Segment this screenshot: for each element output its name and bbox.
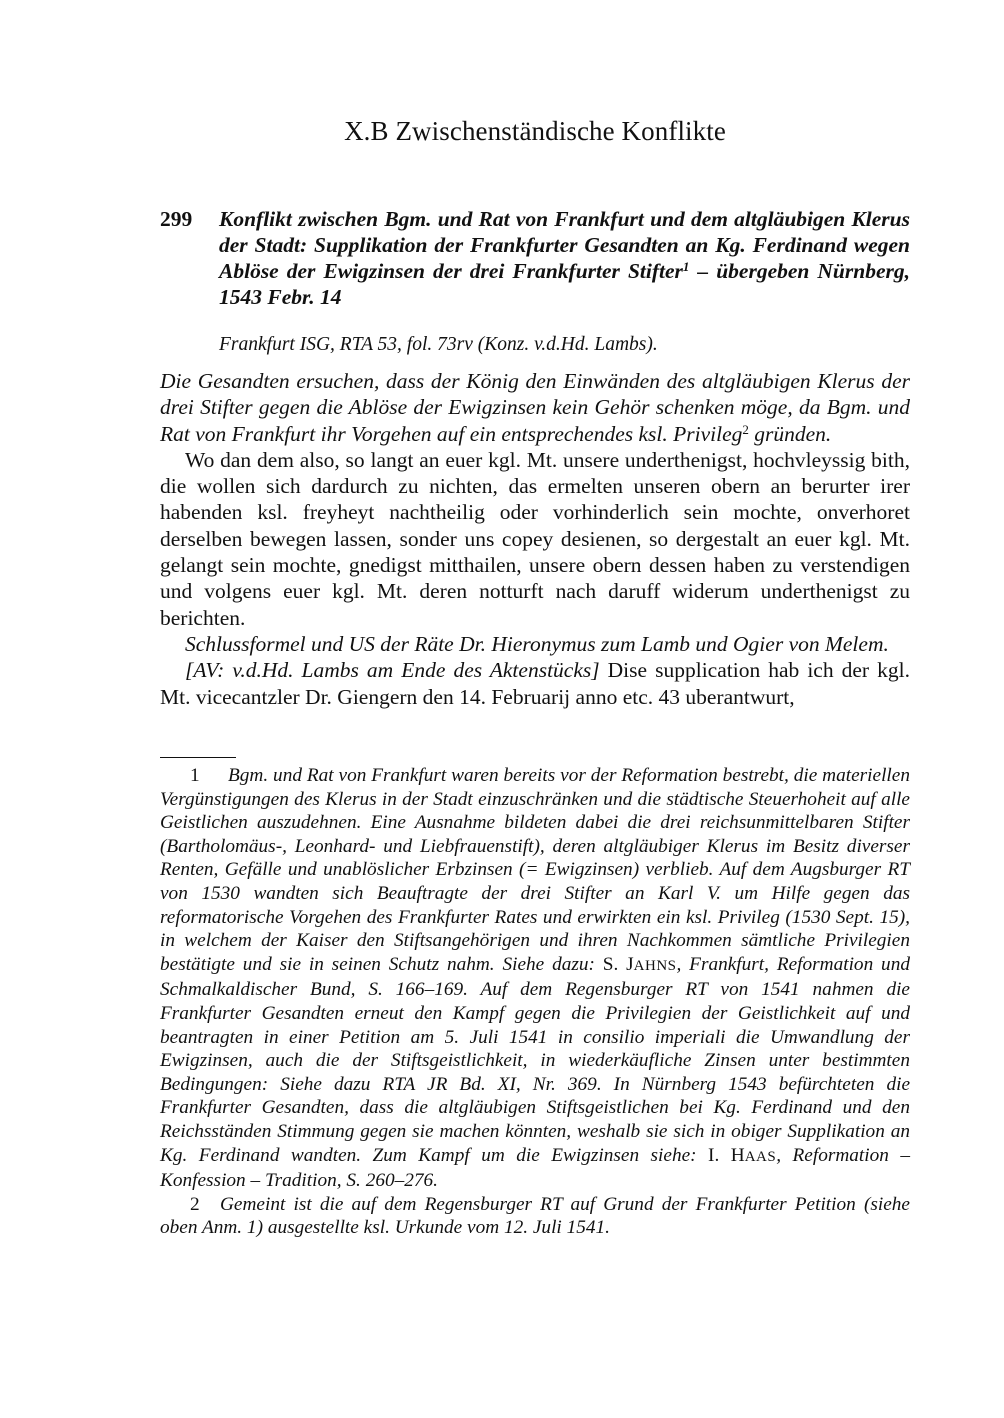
document-title <box>219 206 910 310</box>
closing-formula: Schlussformel und US der Räte Dr. Hieronymus zum Lamb und Ogier von Melem. <box>185 631 889 656</box>
footnote-text: Bgm. und Rat von Frankfurt waren bereits vor der Reformation bestrebt, die materiellen Vergünstigungen des Klerus in der Stadt einzuschränken und die städtische Steuerhoheit auf alle Geistlichen auszudehnen. Eine Ausnahme bildeten dabei die drei reichsunmittelbaren Stifter (Bartholomäus-, Leonhard- und Liebfrauenstift), deren altgläubiger Klerus im Besitz diverser Renten, Gefälle und unablöslicher Erbzinsen (= Ewigzinsen) verblieb. Auf dem Augsburger RT von 1530 wandten sich Beauftragte der drei Stifter an Karl V. um Hilfe gegen das reformatorische Vorgehen des Frankfurter Rates und erwirkten ein ksl. Privileg (1530 Sept. 15), in welchem der Kaiser den Stiftsangehörigen und ihren Nachkommen sämtliche Privilegien bestätigte und sie in seinen Schutz nahm. Siehe dazu: <box>160 765 910 975</box>
author-name-rest: AHNS <box>633 957 677 974</box>
document-body <box>160 368 910 710</box>
footnote-mark: 1 <box>190 765 200 786</box>
author-name-first: J <box>626 953 634 975</box>
footnote-mark: 2 <box>190 1193 200 1215</box>
footnote-ref-2[interactable]: 2 <box>742 421 749 437</box>
footnote-text: , Reformation – Konfession – Tradition, S. 260–276. <box>160 1144 911 1192</box>
author-initial: I. <box>708 1144 731 1166</box>
document-number: 299 <box>160 207 193 231</box>
author-name-first: H <box>730 1144 745 1166</box>
footnotes <box>160 764 910 1240</box>
footnote-divider <box>160 757 236 758</box>
footnote-text: Gemeint ist die auf dem Regensburger RT auf Grund der Frankfurter Petition (siehe oben Anm. 1) ausgestellte ksl. Urkunde vom 12. Juli 1541. <box>160 1193 910 1239</box>
footnote-text: , Frankfurt, Reformation und Schmalkaldischer Bund, S. 166–169. Auf dem Regensburger RT von 1541 nahmen die Frankfurter Gesandten erneut den Kampf gegen die Privilegien der Geistlichkeit auf und beantragten in einer Petition am 5. Juli 1541 in consilio imperiali die Umwandlung der Ewigzinsen, auch die der Stiftsgeistlichkeit, in wiederkäufliche Zinsen unter bestimmten Bedingungen: Siehe dazu RTA JR Bd. XI, Nr. 369. In Nürnberg 1543 befürchteten die Frankfurter Gesandten, dass die altgläubigen Stiftsgeistlichen bei Kg. Ferdinand und den Reichsständen Stimmung gegen sie machen könnten, weshalb sie sich in obiger Supplikation an Kg. Ferdinand wandten. Zum Kampf um die Ewigzinsen siehe: <box>160 953 910 1166</box>
footnote-1 <box>160 764 910 1193</box>
title-text: Konflikt zwischen Bgm. und Rat von Frankfurt und dem altgläubigen Klerus der Stadt: Supplikation der Frankfurter Gesandten an Kg. Ferdinand wegen Ablöse der Ewigzinsen der drei Frankfurter Stifter <box>219 207 910 283</box>
author-name-rest: AAS <box>744 1148 777 1165</box>
summary-paragraph <box>160 368 910 447</box>
archival-note-text: Dise supplication hab ich der kgl. Mt. vicecantzler Dr. Giengern den 14. Februarij anno etc. 43 uberantwurt, <box>160 658 910 709</box>
footnote-ref-1[interactable]: 1 <box>682 258 690 274</box>
editorial-note: [AV: v.d.Hd. Lambs am Ende des Aktenstücks] <box>185 658 600 683</box>
author-initial: S. <box>602 953 627 975</box>
archival-note <box>160 657 910 710</box>
running-head: X.B Zwischenständische Konflikte <box>344 116 726 146</box>
summary-text: Die Gesandten ersuchen, dass der König den Einwänden des altgläubigen Klerus der drei Stifter gegen die Ablöse der Ewigzinsen kein Gehör schenken möge, da Bgm. und Rat von Frankfurt ihr Vorgehen auf ein entsprechendes ksl. Privileg <box>160 369 910 446</box>
footnote-2 <box>160 1193 910 1240</box>
title-date: – übergeben Nürnberg, 1543 Febr. 14 <box>219 259 910 309</box>
summary-text-end: gründen. <box>748 421 832 446</box>
body-paragraph: Wo dan dem also, so langt an euer kgl. Mt. unsere underthenigst, hochvleyssig bith, die wollen sich dardurch zu nichten, das ermelten unseren obern an berurter irer habenden ksl. freyheyt nachtheilig oder vorhinderlich sein mochte, onverhoret derselben bewegen lassen, sonder uns copey desienen, so dergestalt an euer kgl. Mt. gelangt sein mochte, gnedigst mitthailen, unsere obern dessen haben zu verstendigen und volgens euer kgl. Mt. deren notturft nach daruff widerum underthenigst zu berichten. <box>160 447 910 630</box>
source-reference: Frankfurt ISG, RTA 53, fol. 73rv (Konz. v.d.Hd. Lambs). <box>219 334 658 355</box>
